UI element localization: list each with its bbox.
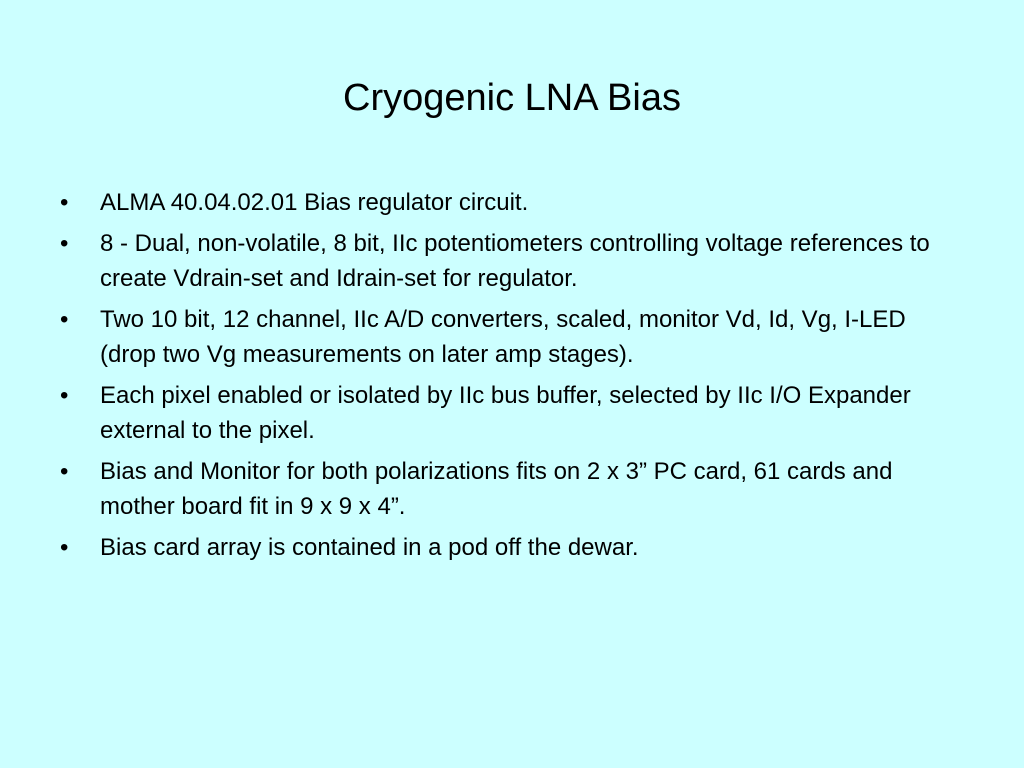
- bullet-text: Each pixel enabled or isolated by IIc bus buffer, selected by IIc I/O Expander external to the pixel.: [100, 382, 911, 444]
- bullet-text: Bias card array is contained in a pod off the dewar.: [100, 534, 639, 561]
- bullet-item: [56, 378, 956, 448]
- bullet-icon: •: [60, 534, 69, 561]
- bullet-icon: •: [60, 458, 69, 485]
- bullet-icon: •: [60, 189, 69, 216]
- bullet-item: [56, 302, 956, 372]
- bullet-text: Two 10 bit, 12 channel, IIc A/D converters, scaled, monitor Vd, Id, Vg, I-LED (drop two Vg measurements on later amp stages).: [100, 306, 906, 368]
- bullet-text: 8 - Dual, non-volatile, 8 bit, IIc potentiometers controlling voltage references to create Vdrain-set and Idrain-set for regulator.: [100, 230, 930, 292]
- slide-title: Cryogenic LNA Bias: [343, 77, 681, 119]
- bullet-icon: •: [60, 306, 69, 333]
- bullet-text: ALMA 40.04.02.01 Bias regulator circuit.: [100, 189, 529, 216]
- bullet-list: [56, 185, 956, 571]
- bullet-item: [56, 454, 956, 524]
- bullet-item: [56, 185, 956, 220]
- bullet-icon: •: [60, 230, 69, 257]
- bullet-text: Bias and Monitor for both polarizations fits on 2 x 3” PC card, 61 cards and mother board fit in 9 x 9 x 4”.: [100, 458, 893, 520]
- bullet-item: [56, 226, 956, 296]
- bullet-item: [56, 530, 956, 565]
- bullet-icon: •: [60, 382, 69, 409]
